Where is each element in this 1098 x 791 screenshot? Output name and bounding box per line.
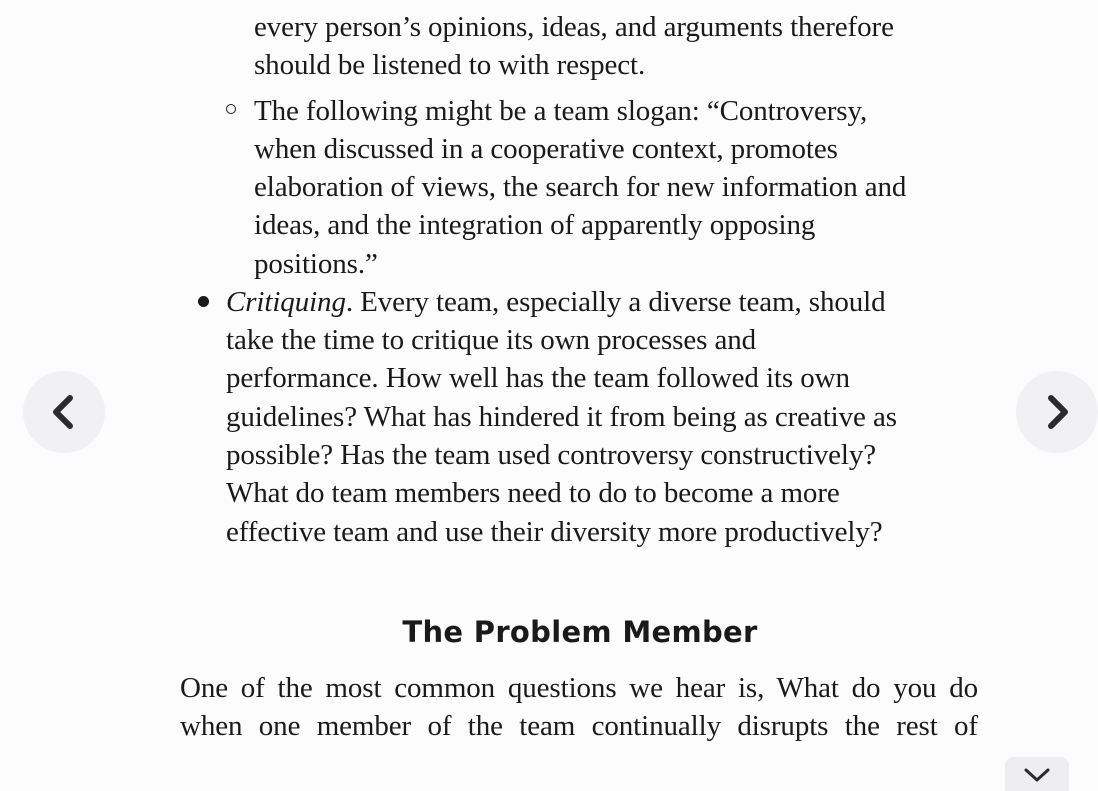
chevron-left-icon bbox=[44, 392, 84, 432]
collapse-toolbar-button[interactable] bbox=[1005, 757, 1069, 791]
section-heading: The Problem Member bbox=[402, 615, 758, 649]
previous-page-button[interactable] bbox=[23, 371, 105, 453]
text-line: when discussed in a cooperative context, promotes bbox=[254, 133, 838, 165]
critiquing-text: . Every team, especially a diverse team, should bbox=[345, 286, 886, 318]
text-line: One of the most common questions we hear is, What do you do bbox=[180, 672, 978, 704]
hollow-bullet-icon bbox=[226, 104, 236, 114]
bullet-icon bbox=[198, 296, 209, 307]
text-line: effective team and use their diversity more productively? bbox=[226, 516, 883, 548]
next-page-button[interactable] bbox=[1016, 371, 1098, 453]
text-line: performance. How well has the team followed its own bbox=[226, 362, 850, 394]
chevron-right-icon bbox=[1037, 392, 1077, 432]
text-line: guidelines? What has hindered it from being as creative as bbox=[226, 401, 897, 433]
chevron-down-icon bbox=[1022, 765, 1052, 785]
text-line: What do team members need to do to become a more bbox=[226, 477, 840, 509]
text-line: positions.” bbox=[254, 248, 378, 280]
text-line: every person’s opinions, ideas, and arguments therefore bbox=[254, 11, 894, 43]
critiquing-line bbox=[226, 283, 886, 321]
text-line: should be listened to with respect. bbox=[254, 49, 646, 81]
text-line: when one member of the team continually disrupts the rest of bbox=[180, 710, 978, 742]
text-line: The following might be a team slogan: “Controversy, bbox=[254, 95, 868, 127]
text-line: elaboration of views, the search for new information and bbox=[254, 171, 907, 203]
text-line: ideas, and the integration of apparently opposing bbox=[254, 209, 816, 241]
text-line: possible? Has the team used controversy constructively? bbox=[226, 439, 877, 471]
text-line: take the time to critique its own processes and bbox=[226, 324, 757, 356]
critiquing-term: Critiquing bbox=[226, 286, 346, 318]
